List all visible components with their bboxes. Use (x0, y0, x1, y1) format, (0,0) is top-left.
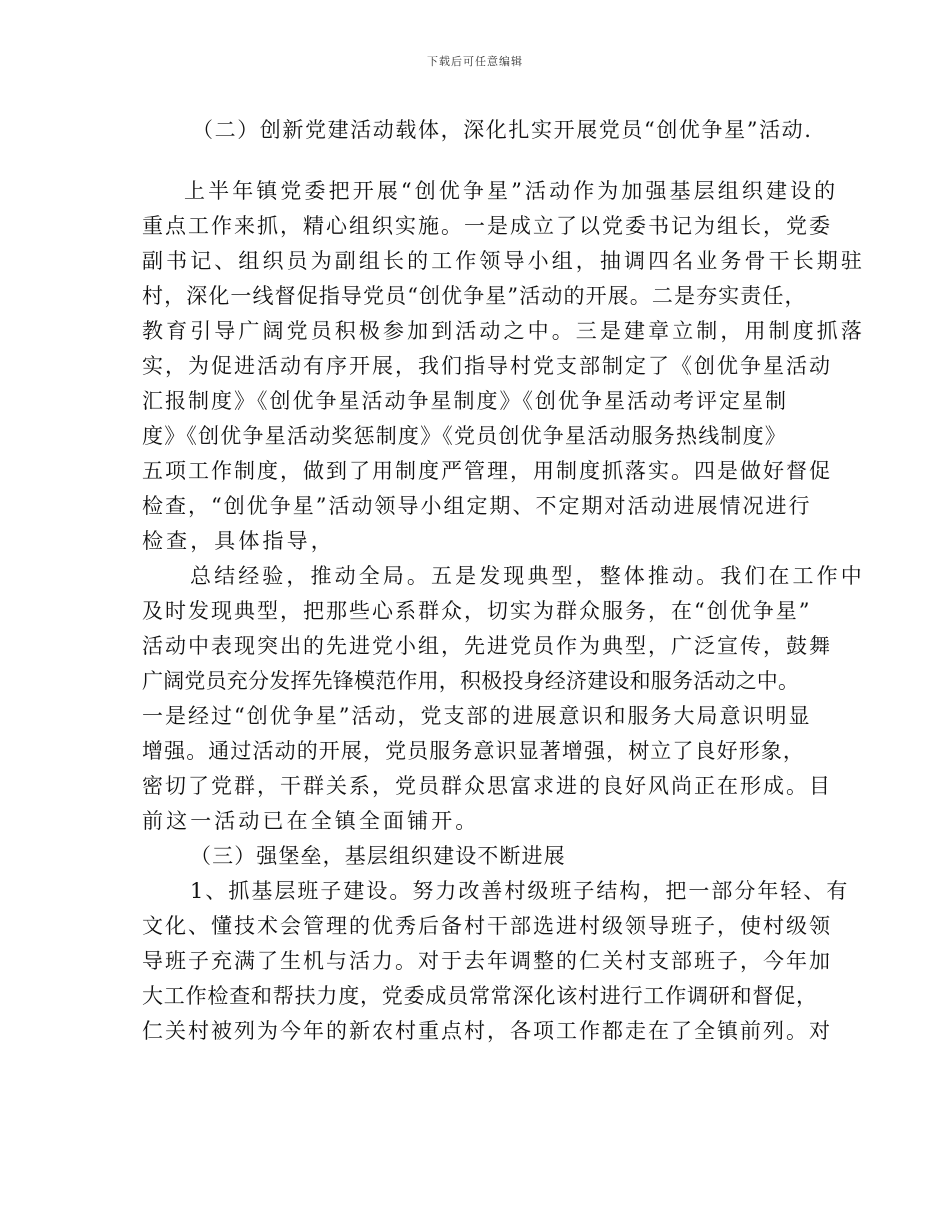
paragraph-line: 广阔党员充分发挥先锋模范作用，积极投身经济建设和服务活动之中。 (142, 669, 800, 693)
paragraph-line: 增强。通过活动的开展，党员服务意识显著增强，树立了良好形象， (142, 739, 805, 763)
paragraph-line: 1、抓基层班子建设。努力改善村级班子结构，把一部分年轻、有 (190, 879, 850, 903)
paragraph-line: 密切了党群，干群关系，党员群众思富求进的良好风尚正在形成。目 (142, 774, 832, 798)
paragraph-line: 大工作检查和帮扶力度，党委成员常常深化该村进行工作调研和督促， (142, 984, 818, 1008)
paragraph-line: 上半年镇党委把开展“创优争星”活动作为加强基层组织建设的 (184, 179, 839, 203)
paragraph-line: 及时发现典型，把那些心系群众，切实为群众服务，在“创优争星” (142, 599, 812, 623)
document-body (142, 113, 865, 1049)
paragraph-2 (142, 559, 865, 839)
paragraph-line: 一是经过“创优争星”活动，党支部的进展意识和服务大局意识明显 (142, 704, 812, 728)
paragraph-line: 教育引导广阔党员积极参加到活动之中。三是建章立制，用制度抓落 (142, 319, 865, 343)
paragraph-line: 副书记、组织员为副组长的工作领导小组，抽调四名业务骨干长期驻 (142, 249, 865, 273)
paragraph-line: 汇报制度》《创优争星活动争星制度》《创优争星活动考评定星制 (142, 389, 788, 413)
paragraph-line: 总结经验，推动全局。五是发现典型，整体推动。我们在工作中 (190, 564, 865, 588)
paragraph-line: 仁关村被列为今年的新农村重点村，各项工作都走在了全镇前列。对 (142, 1019, 832, 1043)
paragraph-line: 度》《创优争星活动奖惩制度》《党员创优争星活动服务热线制度》 (142, 424, 787, 448)
paragraph-line: 五项工作制度，做到了用制度严管理，用制度抓落实。四是做好督促 (142, 459, 832, 483)
page-header-note: 下载后可任意编辑 (427, 55, 523, 68)
paragraph-line: 检查，具体指导， (142, 529, 335, 553)
paragraph-line: 文化、懂技术会管理的优秀后备村干部选进村级领导班子，使村级领 (142, 914, 832, 938)
paragraph-1 (142, 174, 865, 559)
paragraph-line: 导班子充满了生机与活力。对于去年调整的仁关村支部班子，今年加 (142, 949, 832, 973)
spacer (142, 148, 810, 174)
section-heading-2: （二）创新党建活动载体，深化扎实开展党员“创优争星”活动. (192, 118, 813, 142)
section-heading-3: （三）强堡垒，基层组织建设不断进展 (190, 844, 566, 868)
paragraph-line: 检查，“创优争星”活动领导小组定期、不定期对活动进展情况进行 (142, 494, 812, 518)
paragraph-line: 村，深化一线督促指导党员“创优争星”活动的开展。二是夯实责任， (142, 284, 807, 308)
paragraph-line: 前这一活动已在全镇全面铺开。 (142, 809, 480, 833)
paragraph-3 (142, 874, 850, 1049)
paragraph-line: 活动中表现突出的先进党小组，先进党员作为典型，广泛宣传，鼓舞 (142, 634, 832, 658)
paragraph-line: 重点工作来抓，精心组织实施。一是成立了以党委书记为组长，党委 (142, 214, 832, 238)
paragraph-line: 实，为促进活动有序开展，我们指导村党支部制定了《创优争星活动 (142, 354, 832, 378)
